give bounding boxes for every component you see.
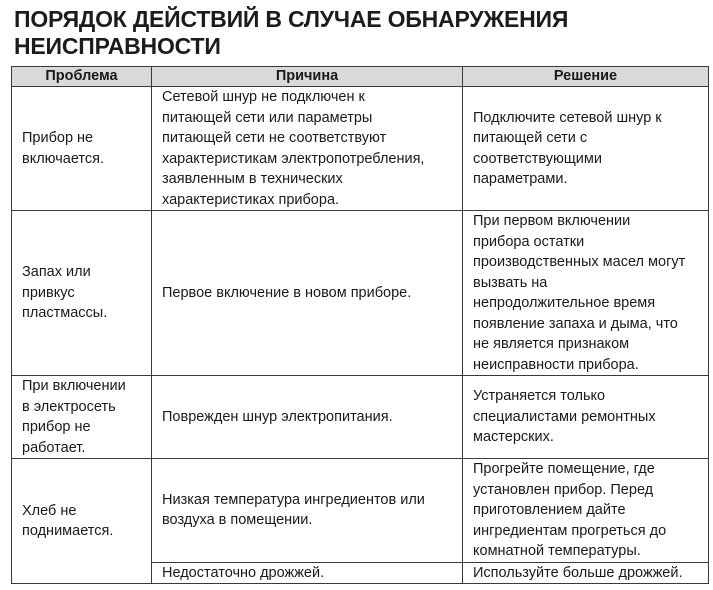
cause-text-line: питающей сети или параметры [162,109,373,126]
header-cause: Причина [152,67,463,87]
cause-text-line: Сетевой шнур не подключен к [162,89,365,105]
page-title [14,6,568,60]
problem-text-line: Прибор не [22,130,94,146]
table-row [12,459,709,563]
cause-text-line: характеристикам электропотребления, [162,150,425,167]
solution-text-line: параметрами. [473,171,568,187]
solution-text-line: соответствующими [473,150,602,167]
cause-cell [152,87,463,211]
solution-text-line: появление запаха и дыма, что [473,315,678,332]
solution-text-line: производственных масел могут [473,254,686,270]
solution-text-line: установлен прибор. Перед [473,481,654,498]
problem-text-line: Хлеб не [22,502,77,519]
cause-text-line: Недостаточно дрожжей. [162,564,325,581]
solution-cell [463,562,709,584]
cause-text-line: Поврежден шнур электропитания. [162,408,393,425]
solution-text-line: мастерских. [473,429,554,446]
solution-text-line: комнатной температуры. [473,543,641,559]
page-title-line-1: ПОРЯДОК ДЕЙСТВИЙ В СЛУЧАЕ ОБНАРУЖЕНИЯ [14,6,569,32]
cause-text-line: Первое включение в новом приборе. [162,284,412,301]
problem-text-line: Запах или [22,264,91,281]
cause-text-line: заявленным в технических [162,171,343,187]
problem-text-line: При включении [22,378,126,394]
solution-cell [463,211,709,376]
problem-text-line: пластмассы. [22,305,108,322]
problem-text-line: в электросеть [22,398,116,415]
header-problem: Проблема [12,67,152,87]
problem-cell [12,87,152,211]
problem-text-line: поднимается. [22,523,114,539]
cause-text-line: воздуха в помещении. [162,512,313,529]
solution-text-line: Прогрейте помещение, где [473,461,655,477]
solution-text-line: ингредиентам прогреться до [473,522,667,539]
problem-cell [12,376,152,459]
table-header-row [12,67,709,87]
problem-text-line: работает. [22,439,86,456]
header-solution: Решение [463,67,709,87]
solution-text-line: При первом включении [473,213,631,229]
solution-text-line: Подключите сетевой шнур к [473,109,662,126]
solution-text-line: неисправности прибора. [473,356,639,373]
problem-cell [12,459,152,584]
cause-text-line: характеристиках прибора. [162,191,340,208]
solution-text-line: вызвать на [473,274,548,291]
cause-cell [152,211,463,376]
solution-text-line: непродолжительное время [473,295,656,311]
solution-text-line: специалистами ремонтных [473,408,656,425]
cause-text-line: Низкая температура ингредиентов или [162,491,425,508]
cause-cell [152,562,463,584]
problem-text-line: включается. [22,150,105,167]
solution-text-line: питающей сети с [473,130,588,146]
solution-cell [463,87,709,211]
cause-text-line: питающей сети не соответствуют [162,130,387,146]
solution-text-line: прибора остатки [473,233,585,250]
cause-cell [152,459,463,563]
problem-text-line: прибор не [22,419,91,435]
solution-text-line: Устраняется только [473,388,606,405]
table-row [12,87,709,211]
problem-cell [12,211,152,376]
solution-cell [463,459,709,563]
solution-cell [463,376,709,459]
page-title-line-2: НЕИСПРАВНОСТИ [14,33,221,59]
problem-text-line: привкус [22,284,75,301]
solution-text-line: Используйте больше дрожжей. [473,564,683,581]
solution-text-line: приготовлением дайте [473,502,626,518]
table-row [12,211,709,376]
solution-text-line: не является признаком [473,336,630,352]
table-row [12,376,709,459]
troubleshooting-table [11,66,709,584]
cause-cell [152,376,463,459]
